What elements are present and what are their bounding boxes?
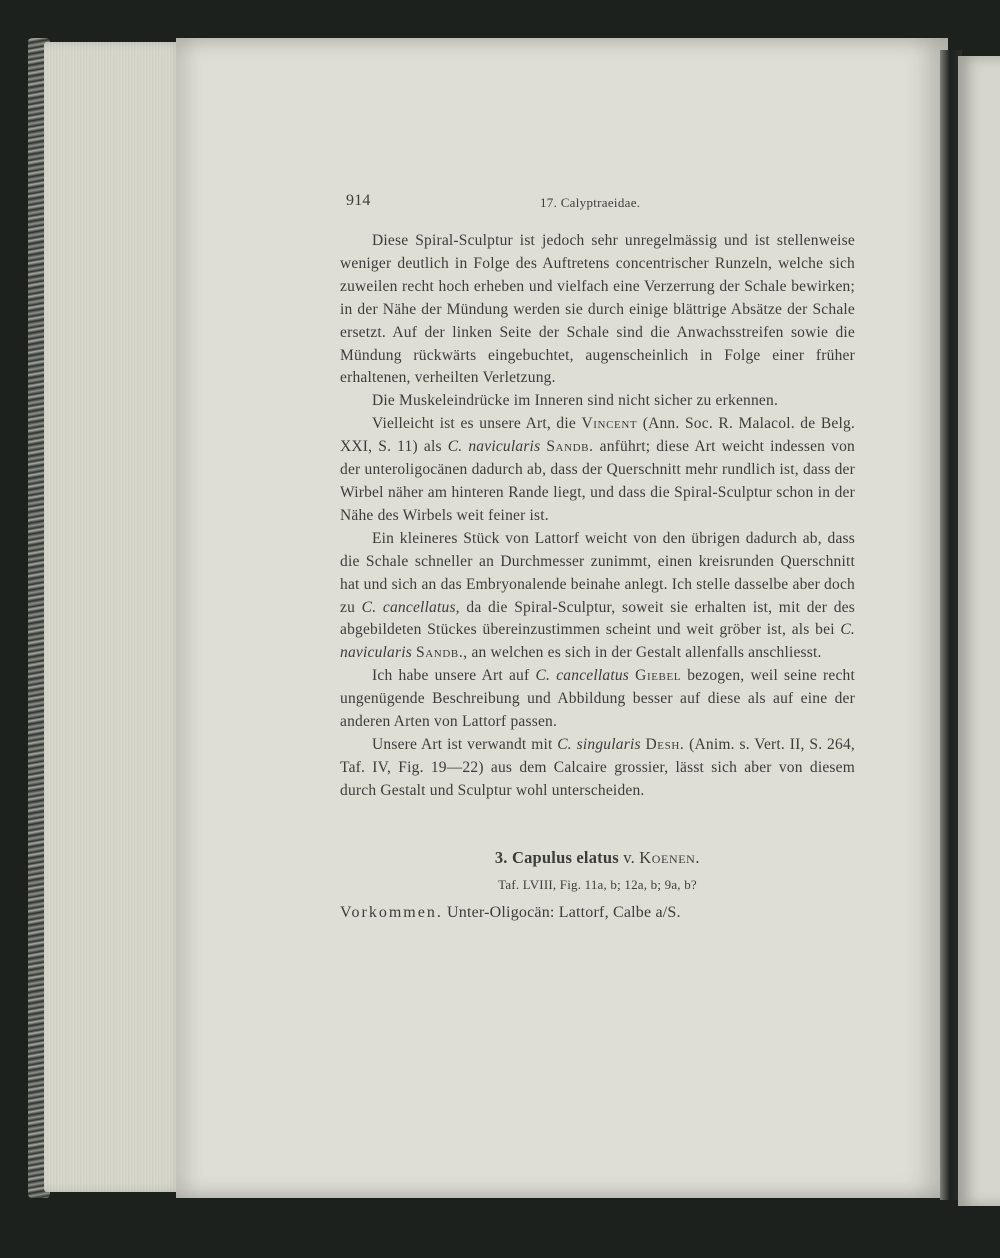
text-run: Ein kleineres Stück von Lattorf weicht von den übrigen dadurch ab, dass die Schale schneller an Durchmesser zunimmt, einen kreisrunden Querschnitt hat und sich an das Embryonalende beinahe anlegt. Ich stelle dasselbe aber doch zu	[340, 529, 855, 616]
body-paragraph	[340, 413, 855, 528]
page-text-block	[340, 190, 855, 925]
page-header	[340, 190, 855, 230]
author-name: Desh.	[645, 735, 685, 753]
page-stack-edge	[44, 42, 184, 1192]
body-paragraph	[340, 665, 855, 734]
body-paragraph	[340, 734, 855, 803]
text-run: da die Spiral-Sculptur, soweit sie erhalten ist, mit der des abgebildeten Stückes übereinzustimmen scheint und weit gröber ist, als bei	[340, 598, 855, 639]
plate-reference: Taf. LVIII, Fig. 11a, b; 12a, b; 9a, b?	[498, 876, 697, 892]
body-paragraph	[340, 390, 855, 413]
text-run: , an welchen es sich in der Gestalt allenfalls anschliesst.	[463, 644, 822, 662]
occurrence-label: Vorkommen.	[340, 904, 443, 922]
page-number: 914	[346, 192, 371, 209]
taxon-name: C. singularis	[557, 735, 641, 753]
body-paragraphs	[340, 230, 855, 803]
taxon-name: C. navicularis	[447, 438, 541, 456]
text-run: bezogen, weil seine recht ungenügende Beschreibung und Abbildung besser auf diese als auf eine der anderen Arten von Lattorf passen.	[340, 667, 856, 731]
text-run: Unsere Art ist verwandt mit	[372, 735, 558, 753]
taxon-name: C. cancellatus,	[361, 598, 460, 616]
species-name: Capulus elatus	[511, 847, 619, 867]
occurrence-line	[340, 902, 855, 925]
text-run: Diese Spiral-Sculptur ist jedoch sehr unregelmässig und ist stellenweise weniger deutlich in Folge des Auftretens concentrischer Runzeln, welche sich zuweilen recht hoch erheben und vielfach eine Verzerrung der Schale bewirken; in der Nähe der Mündung werden sie durch einige blättrige Absätze der Schale ersetzt. Auf der linken Seite der Schale sind die Anwachsstreifen sowie die Mündung rückwärts eingebuchtet, augenscheinlich in Folge einer früher erhaltenen, verheilten Verletzung.	[340, 232, 855, 387]
text-run: (Anim. s. Vert. II, S. 264, Taf. IV, Fig. 19—22) aus dem Calcaire grossier, lässt sich aber von diesem durch Gestalt und Sculptur wohl unterscheiden.	[340, 735, 855, 799]
species-heading	[340, 847, 855, 870]
text-run: (Ann. Soc. R. Malacol. de Belg. XXI, S. 11) als	[340, 415, 855, 456]
text-run: Ich habe unsere Art auf	[372, 667, 536, 685]
species-author: Koenen.	[639, 847, 701, 867]
author-name: Giebel	[635, 667, 682, 685]
species-number: 3.	[494, 847, 508, 867]
body-paragraph	[340, 230, 855, 390]
author-prefix: v.	[623, 847, 635, 867]
text-run: anführt; diese Art weicht indessen von der unteroligocänen dadurch ab, dass der Querschnitt mehr rundlich ist, dass der Wirbel näher am hinteren Rande liegt, und dass die Spiral-Sculptur schon in der Nähe des Wirbels weit feiner ist.	[340, 438, 855, 524]
text-run: Vielleicht ist es unsere Art, die	[372, 415, 582, 433]
author-name: Sandb.	[416, 644, 464, 662]
author-name: Sandb.	[546, 438, 594, 456]
text-run: Die Muskeleindrücke im Inneren sind nicht sicher zu erkennen.	[372, 392, 779, 410]
running-title: 17. Calyptraeidae.	[540, 195, 641, 210]
taxon-name: C. navicularis	[340, 621, 855, 662]
author-name: Vincent	[581, 415, 638, 433]
facing-page-edge	[958, 56, 1000, 1206]
taxon-name: C. cancellatus	[535, 667, 630, 685]
body-paragraph	[340, 528, 855, 665]
occurrence-text: Unter-Oligocän: Lattorf, Calbe a/S.	[447, 904, 681, 922]
